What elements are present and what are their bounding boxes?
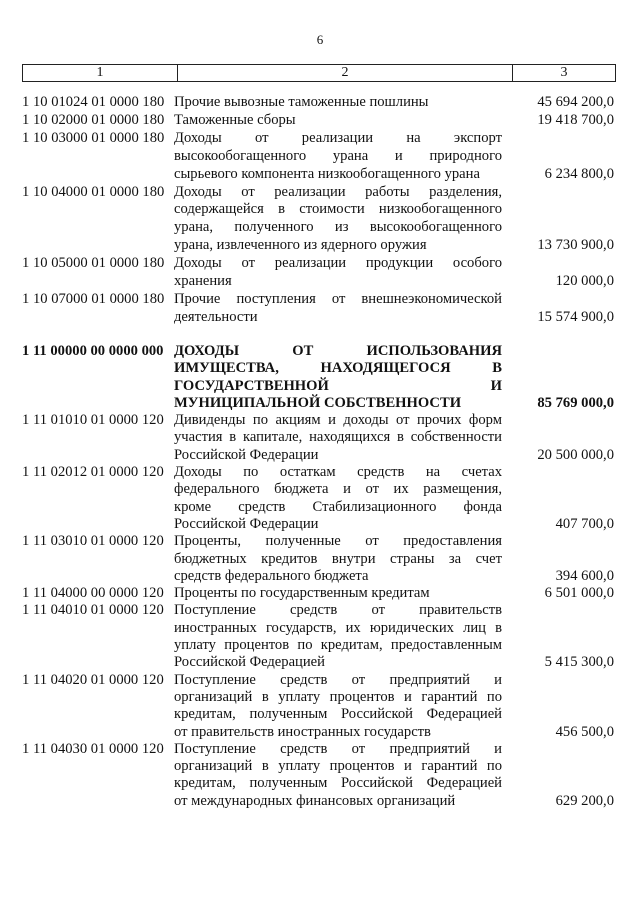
row-description: [174, 741, 502, 810]
header-col-1: 1: [23, 65, 178, 81]
table-row: [22, 412, 614, 464]
amount-cell: [502, 130, 614, 184]
description-line: деятельности: [174, 308, 258, 325]
budget-code: 1 11 04010 01 0000 120: [22, 602, 164, 619]
table-row: [22, 672, 614, 741]
table-row: [22, 130, 614, 184]
budget-code: 1 10 01024 01 0000 180: [22, 94, 165, 110]
amount-value: 629 200,0: [555, 792, 614, 809]
description-line: от правительств иностранных государств: [174, 723, 431, 740]
description-line: содержащейся в стоимости низкообогащенного: [174, 201, 502, 218]
description-line: Российской Федерации: [174, 446, 319, 463]
budget-code: 1 11 04030 01 0000 120: [22, 740, 164, 757]
description-line: Прочие вывозные таможенные пошлины: [174, 94, 429, 110]
amount-value: 20 500 000,0: [537, 446, 614, 463]
table-header: [22, 64, 616, 82]
table-row: [22, 184, 614, 256]
amount-cell: [502, 672, 614, 741]
description-line: Прочие поступления от внешнеэкономической: [174, 290, 502, 307]
description-line: бюджетных кредитов внутри страны за счет: [174, 550, 502, 567]
description-line: от международных финансовых организаций: [174, 792, 456, 809]
amount-value: 394 600,0: [555, 567, 614, 584]
table-row: [22, 741, 614, 810]
description-line: Доходы от реализации на экспорт: [174, 129, 502, 146]
description-line: Поступление средств от правительств: [174, 602, 502, 619]
description-line: Доходы по остаткам средств на счетах: [174, 464, 502, 481]
table-row: [22, 464, 614, 533]
row-description: [174, 112, 502, 130]
description-line: средств федерального бюджета: [174, 567, 369, 584]
row-description: [174, 602, 502, 671]
amount-value: 85 769 000,0: [537, 394, 614, 411]
amount-cell: [502, 291, 614, 327]
description-line: Поступление средств от предприятий и: [174, 671, 502, 688]
amount-value: 45 694 200,0: [537, 94, 614, 110]
budget-code: 1 10 07000 01 0000 180: [22, 290, 165, 307]
description-line: кроме средств Стабилизационного фонда: [174, 498, 502, 515]
budget-code: 1 11 04020 01 0000 120: [22, 671, 164, 688]
amount-cell: [502, 184, 614, 256]
budget-code: 1 10 03000 01 0000 180: [22, 129, 165, 146]
description-line: Поступление средств от предприятий и: [174, 740, 502, 757]
description-line: урана, полученного из высокообогащенного: [174, 219, 502, 236]
description-line: уплату процентов по кредитам, предоставленным: [174, 637, 502, 654]
amount-value: 15 574 900,0: [537, 308, 614, 325]
description-line: хранения: [174, 273, 232, 290]
table-row: [22, 585, 614, 602]
table-row: [22, 602, 614, 671]
amount-value: 5 415 300,0: [544, 654, 614, 671]
row-description: [174, 672, 502, 741]
table-group-1: [22, 94, 614, 327]
amount-value: 120 000,0: [555, 273, 614, 290]
description-line: кредитам, полученным Российской Федерацией: [174, 706, 502, 723]
row-description: [174, 533, 502, 585]
description-line: Российской Федерации: [174, 515, 319, 532]
amount-cell: [502, 412, 614, 464]
description-line: организаций в уплату процентов и гарантий по: [174, 758, 502, 775]
row-description: [174, 184, 502, 256]
budget-code: 1 11 01010 01 0000 120: [22, 412, 164, 429]
table-row: [22, 112, 614, 130]
header-col-2: 2: [178, 65, 513, 81]
row-description: [174, 343, 502, 412]
table-row: [22, 533, 614, 585]
amount-value: 456 500,0: [555, 723, 614, 740]
description-line: урана, извлеченного из ядерного оружия: [174, 237, 427, 254]
row-description: [174, 255, 502, 291]
description-line: ИМУЩЕСТВА, НАХОДЯЩЕГОСЯ В: [174, 360, 502, 377]
amount-cell: [502, 602, 614, 671]
amount-cell: [502, 343, 614, 412]
amount-value: 19 418 700,0: [537, 111, 614, 128]
description-line: ГОСУДАРСТВЕННОЙ И: [174, 377, 502, 394]
description-line: сырьевого компонента низкообогащенного урана: [174, 165, 480, 182]
budget-code: 1 11 00000 00 0000 000: [22, 343, 164, 359]
description-line: иностранных государств, их юридических лиц в: [174, 619, 502, 636]
description-line: высокообогащенного урана и природного: [174, 147, 502, 164]
budget-code: 1 11 03010 01 0000 120: [22, 533, 164, 550]
row-description: [174, 412, 502, 464]
amount-value: 13 730 900,0: [537, 237, 614, 254]
description-line: участия в капитале, находящихся в собственности: [174, 429, 502, 446]
description-line: Дивиденды по акциям и доходы от прочих форм: [174, 412, 502, 429]
amount-cell: [502, 464, 614, 533]
description-line: кредитам, полученным Российской Федерацией: [174, 775, 502, 792]
row-description: [174, 464, 502, 533]
amount-cell: [502, 255, 614, 291]
budget-code: 1 11 04000 00 0000 120: [22, 585, 164, 602]
amount-value: 6 234 800,0: [544, 165, 614, 182]
row-description: [174, 94, 502, 112]
budget-code: 1 10 05000 01 0000 180: [22, 255, 165, 272]
amount-value: 407 700,0: [555, 515, 614, 532]
budget-code: 1 11 02012 01 0000 120: [22, 464, 164, 481]
description-line: федерального бюджета и от их размещения,: [174, 481, 502, 498]
table-row: [22, 94, 614, 112]
row-description: [174, 130, 502, 184]
description-line: Таможенные сборы: [174, 111, 296, 128]
table-row: [22, 291, 614, 327]
amount-value: 6 501 000,0: [544, 585, 614, 602]
row-description: [174, 291, 502, 327]
description-line: организаций в уплату процентов и гарантий по: [174, 688, 502, 705]
description-line: Российской Федерацией: [174, 654, 325, 671]
table-group-2: [22, 343, 614, 810]
table-row: [22, 343, 614, 412]
description-line: Доходы от реализации работы разделения,: [174, 183, 502, 200]
amount-cell: [502, 94, 614, 112]
description-line: ДОХОДЫ ОТ ИСПОЛЬЗОВАНИЯ: [174, 343, 502, 359]
description-line: Проценты, полученные от предоставления: [174, 533, 502, 550]
table-row: [22, 255, 614, 291]
row-description: [174, 585, 502, 602]
amount-cell: [502, 112, 614, 130]
amount-cell: [502, 741, 614, 810]
header-col-3: 3: [560, 65, 568, 80]
amount-cell: [502, 533, 614, 585]
description-line: Проценты по государственным кредитам: [174, 585, 430, 602]
budget-code: 1 10 04000 01 0000 180: [22, 183, 165, 200]
description-line: МУНИЦИПАЛЬНОЙ СОБСТВЕННОСТИ: [174, 394, 462, 411]
amount-cell: [502, 585, 614, 602]
description-line: Доходы от реализации продукции особого: [174, 255, 502, 272]
page-number: 6: [316, 32, 324, 47]
budget-code: 1 10 02000 01 0000 180: [22, 111, 165, 128]
